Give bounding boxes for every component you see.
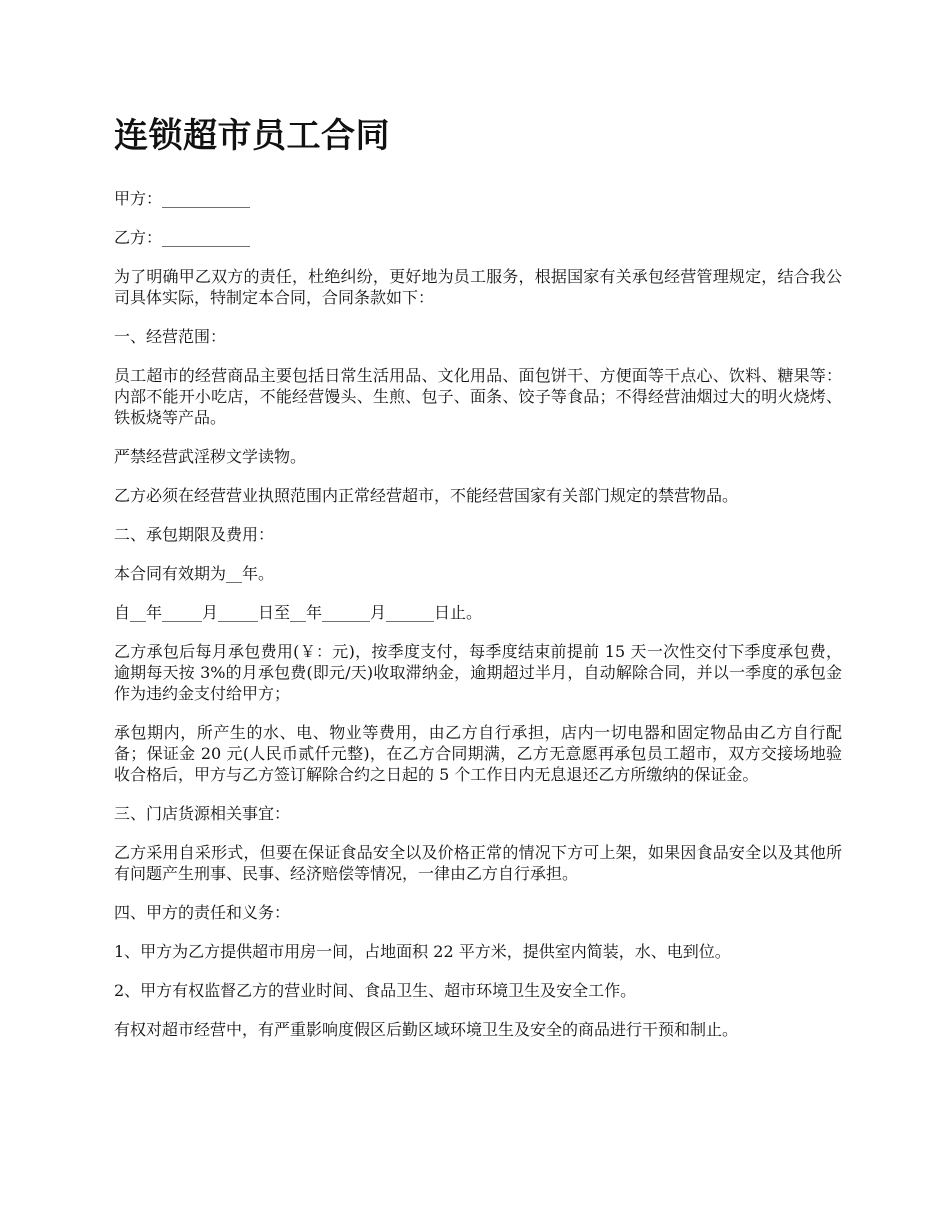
paragraph-contract-fee: 乙方承包后每月承包费用(￥：元)，按季度支付，每季度结束前提前 15 天一次性交付下季度承包费，逾期每天按 3%的月承包费(即元/天)收取滞纳金，逾期超过半月，自动解除合同，并以一季度的承包金作为违约金支付给甲方；	[114, 642, 842, 703]
paragraph-date-range: 自__年_____月_____日至__年______月______日止。	[114, 603, 483, 622]
paragraph-intervention-right: 有权对超市经营中，有严重影响度假区后勤区域环境卫生及安全的商品进行干预和制止。	[114, 1020, 739, 1039]
document-title: 连锁超市员工合同	[114, 116, 390, 156]
paragraph-expenses-deposit: 承包期内，所产生的水、电、物业等费用，由乙方自行承担，店内一切电器和固定物品由乙方自行配备；保证金 20 元(人民币贰仟元整)，在乙方合同期满，乙方无意愿再承包员工超市，双方交接场地验收合格后，甲方与乙方签订解除合约之日起的 5 个工作日内无息退还乙方所缴纳的保证金。	[114, 723, 842, 784]
paragraph-duty-1: 1、甲方为乙方提供超市用房一间，占地面积 22 平方米，提供室内简装，水、电到位。	[114, 942, 731, 961]
preamble-paragraph: 为了明确甲乙双方的责任，杜绝纠纷，更好地为员工服务，根据国家有关承包经营管理规定，结合我公司具体实际，特制定本合同，合同条款如下：	[114, 267, 842, 307]
paragraph-duty-2: 2、甲方有权监督乙方的营业时间、食品卫生、超市环境卫生及安全工作。	[114, 981, 637, 1000]
section-heading-term-and-fees: 二、承包期限及费用：	[114, 525, 275, 544]
paragraph-prohibited-reading: 严禁经营武淫秽文学读物。	[114, 447, 307, 466]
paragraph-license-scope: 乙方必须在经营营业执照范围内正常经营超市，不能经营国家有关部门规定的禁营物品。	[114, 486, 739, 505]
contract-page	[114, 112, 842, 1058]
party-b-line: 乙方：___________	[114, 228, 251, 247]
section-heading-party-a-duties: 四、甲方的责任和义务：	[114, 903, 291, 922]
party-a-line: 甲方：___________	[114, 189, 251, 208]
paragraph-validity-period: 本合同有效期为__年。	[114, 564, 275, 583]
section-heading-goods-source: 三、门店货源相关事宜：	[114, 804, 291, 823]
paragraph-self-sourcing: 乙方采用自采形式，但要在保证食品安全以及价格正常的情况下方可上架，如果因食品安全以及其他所有问题产生刑事、民事、经济赔偿等情况，一律由乙方自行承担。	[114, 843, 842, 883]
paragraph-goods-scope: 员工超市的经营商品主要包括日常生活用品、文化用品、面包饼干、方便面等干点心、饮料、糖果等：内部不能开小吃店，不能经营馒头、生煎、包子、面条、饺子等食品；不得经营油烟过大的明火烧烤、铁板烧等产品。	[114, 366, 842, 427]
section-heading-business-scope: 一、经营范围：	[114, 327, 227, 346]
